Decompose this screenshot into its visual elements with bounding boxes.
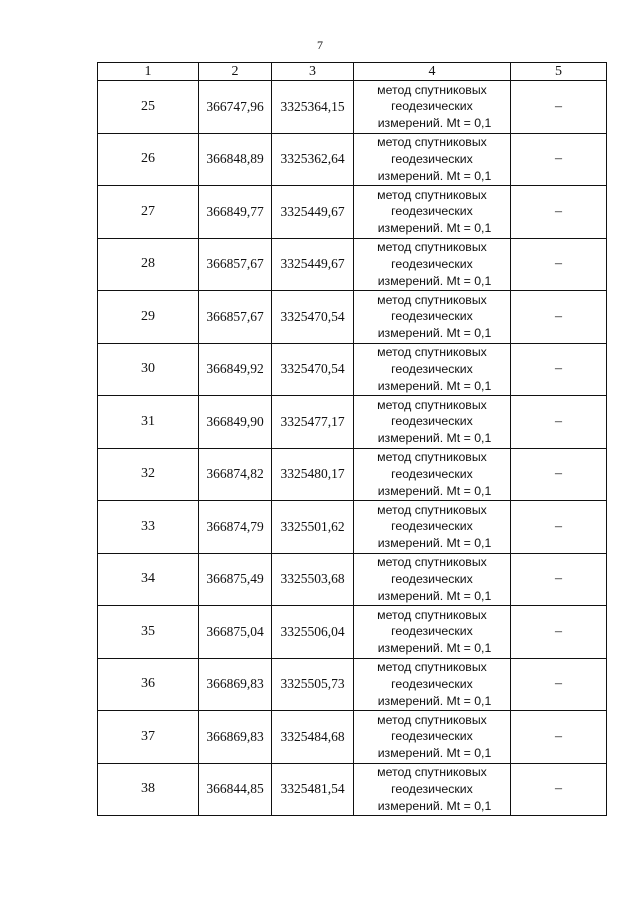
- method-cell: [354, 186, 511, 239]
- method-line: метод спутниковых: [377, 555, 487, 570]
- column-header-4: 4: [354, 63, 511, 81]
- method-cell: [354, 553, 511, 606]
- method-line: геодезических: [391, 729, 473, 744]
- table-body: [98, 81, 607, 816]
- method-line: измерений. Mt = 0,1: [377, 378, 492, 393]
- table-row: [98, 711, 607, 764]
- method-line: измерений. Mt = 0,1: [377, 431, 492, 446]
- method-cell: [354, 238, 511, 291]
- y-coordinate-cell: 3325505,73: [272, 658, 354, 711]
- note-cell: –: [511, 133, 607, 186]
- method-line: геодезических: [391, 309, 473, 324]
- y-coordinate-cell: 3325362,64: [272, 133, 354, 186]
- x-coordinate-cell: 366875,04: [199, 606, 272, 659]
- x-coordinate-cell: 366875,49: [199, 553, 272, 606]
- point-number-cell: 37: [98, 711, 199, 764]
- method-line: метод спутниковых: [377, 240, 487, 255]
- x-coordinate-cell: 366857,67: [199, 291, 272, 344]
- point-number-cell: 38: [98, 763, 199, 816]
- table-row: [98, 658, 607, 711]
- method-line: измерений. Mt = 0,1: [377, 693, 492, 708]
- table-row: [98, 448, 607, 501]
- point-number-cell: 34: [98, 553, 199, 606]
- method-line: метод спутниковых: [377, 607, 487, 622]
- method-cell: [354, 343, 511, 396]
- y-coordinate-cell: 3325503,68: [272, 553, 354, 606]
- method-line: геодезических: [391, 571, 473, 586]
- method-line: метод спутниковых: [377, 397, 487, 412]
- note-cell: –: [511, 396, 607, 449]
- y-coordinate-cell: 3325477,17: [272, 396, 354, 449]
- point-number-cell: 26: [98, 133, 199, 186]
- note-cell: –: [511, 343, 607, 396]
- x-coordinate-cell: 366849,92: [199, 343, 272, 396]
- method-line: метод спутниковых: [377, 345, 487, 360]
- table-row: [98, 396, 607, 449]
- point-number-cell: 27: [98, 186, 199, 239]
- point-number-cell: 36: [98, 658, 199, 711]
- y-coordinate-cell: 3325481,54: [272, 763, 354, 816]
- x-coordinate-cell: 366869,83: [199, 658, 272, 711]
- coordinates-table: [97, 62, 607, 816]
- x-coordinate-cell: 366857,67: [199, 238, 272, 291]
- method-cell: [354, 501, 511, 554]
- y-coordinate-cell: 3325501,62: [272, 501, 354, 554]
- y-coordinate-cell: 3325449,67: [272, 238, 354, 291]
- method-line: метод спутниковых: [377, 135, 487, 150]
- table-row: [98, 501, 607, 554]
- table-row: [98, 343, 607, 396]
- y-coordinate-cell: 3325470,54: [272, 291, 354, 344]
- x-coordinate-cell: 366849,90: [199, 396, 272, 449]
- method-line: метод спутниковых: [377, 187, 487, 202]
- table-row: [98, 553, 607, 606]
- method-line: метод спутниковых: [377, 450, 487, 465]
- note-cell: –: [511, 763, 607, 816]
- method-line: измерений. Mt = 0,1: [377, 483, 492, 498]
- method-cell: [354, 396, 511, 449]
- y-coordinate-cell: 3325506,04: [272, 606, 354, 659]
- table-row: [98, 763, 607, 816]
- table-row: [98, 81, 607, 134]
- method-line: геодезических: [391, 519, 473, 534]
- point-number-cell: 33: [98, 501, 199, 554]
- method-line: геодезических: [391, 781, 473, 796]
- method-cell: [354, 658, 511, 711]
- column-header-3: 3: [272, 63, 354, 81]
- method-cell: [354, 448, 511, 501]
- x-coordinate-cell: 366747,96: [199, 81, 272, 134]
- method-line: метод спутниковых: [377, 82, 487, 97]
- method-line: геодезических: [391, 414, 473, 429]
- column-header-2: 2: [199, 63, 272, 81]
- page-number: 7: [317, 38, 323, 52]
- column-header-1: 1: [98, 63, 199, 81]
- table-row: [98, 186, 607, 239]
- note-cell: –: [511, 658, 607, 711]
- note-cell: –: [511, 501, 607, 554]
- x-coordinate-cell: 366874,79: [199, 501, 272, 554]
- method-line: метод спутниковых: [377, 712, 487, 727]
- point-number-cell: 30: [98, 343, 199, 396]
- method-line: измерений. Mt = 0,1: [377, 641, 492, 656]
- y-coordinate-cell: 3325484,68: [272, 711, 354, 764]
- x-coordinate-cell: 366844,85: [199, 763, 272, 816]
- method-line: геодезических: [391, 361, 473, 376]
- column-header-5: 5: [511, 63, 607, 81]
- point-number-cell: 32: [98, 448, 199, 501]
- method-cell: [354, 606, 511, 659]
- note-cell: –: [511, 238, 607, 291]
- method-line: геодезических: [391, 151, 473, 166]
- y-coordinate-cell: 3325470,54: [272, 343, 354, 396]
- method-line: геодезических: [391, 99, 473, 114]
- method-line: метод спутниковых: [377, 502, 487, 517]
- x-coordinate-cell: 366869,83: [199, 711, 272, 764]
- method-line: геодезических: [391, 624, 473, 639]
- x-coordinate-cell: 366874,82: [199, 448, 272, 501]
- table-row: [98, 133, 607, 186]
- note-cell: –: [511, 711, 607, 764]
- method-line: геодезических: [391, 466, 473, 481]
- x-coordinate-cell: 366848,89: [199, 133, 272, 186]
- method-line: геодезических: [391, 676, 473, 691]
- note-cell: –: [511, 606, 607, 659]
- y-coordinate-cell: 3325364,15: [272, 81, 354, 134]
- method-line: геодезических: [391, 204, 473, 219]
- point-number-cell: 29: [98, 291, 199, 344]
- table-row: [98, 606, 607, 659]
- method-line: измерений. Mt = 0,1: [377, 168, 492, 183]
- point-number-cell: 28: [98, 238, 199, 291]
- note-cell: –: [511, 553, 607, 606]
- method-line: измерений. Mt = 0,1: [377, 116, 492, 131]
- table-row: [98, 291, 607, 344]
- method-line: геодезических: [391, 256, 473, 271]
- method-cell: [354, 291, 511, 344]
- method-cell: [354, 711, 511, 764]
- method-line: измерений. Mt = 0,1: [377, 798, 492, 813]
- method-line: измерений. Mt = 0,1: [377, 273, 492, 288]
- table-row: [98, 238, 607, 291]
- method-line: измерений. Mt = 0,1: [377, 536, 492, 551]
- method-line: измерений. Mt = 0,1: [377, 746, 492, 761]
- point-number-cell: 25: [98, 81, 199, 134]
- method-line: метод спутниковых: [377, 292, 487, 307]
- y-coordinate-cell: 3325480,17: [272, 448, 354, 501]
- method-cell: [354, 81, 511, 134]
- method-line: измерений. Mt = 0,1: [377, 588, 492, 603]
- point-number-cell: 31: [98, 396, 199, 449]
- method-cell: [354, 133, 511, 186]
- note-cell: –: [511, 448, 607, 501]
- table-header-row: [98, 63, 607, 81]
- note-cell: –: [511, 291, 607, 344]
- point-number-cell: 35: [98, 606, 199, 659]
- method-line: метод спутниковых: [377, 660, 487, 675]
- method-line: метод спутниковых: [377, 765, 487, 780]
- method-cell: [354, 763, 511, 816]
- note-cell: –: [511, 186, 607, 239]
- note-cell: –: [511, 81, 607, 134]
- method-line: измерений. Mt = 0,1: [377, 326, 492, 341]
- x-coordinate-cell: 366849,77: [199, 186, 272, 239]
- method-line: измерений. Mt = 0,1: [377, 221, 492, 236]
- y-coordinate-cell: 3325449,67: [272, 186, 354, 239]
